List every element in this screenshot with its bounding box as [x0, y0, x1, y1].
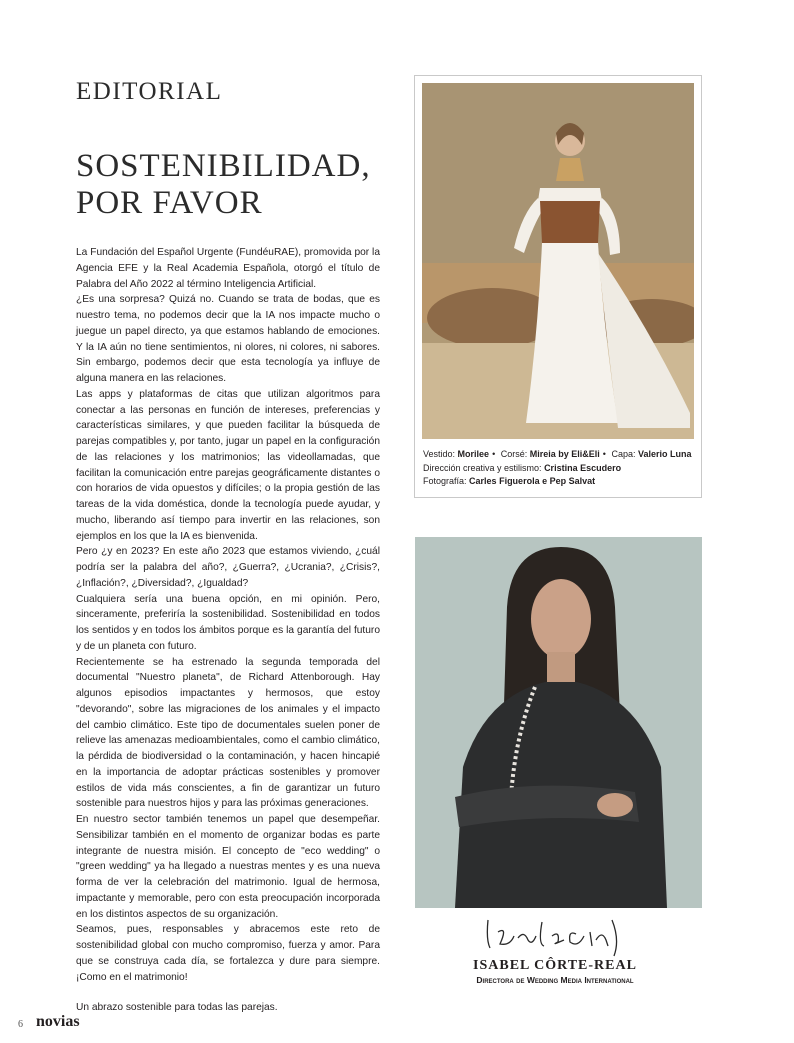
- paragraph: En nuestro sector también tenemos un papel que desempeñar. Sensibilizar también en el momento de organizar bodas es parte integrante de nuestra misión. El concepto de "eco wedding" o "green wedding" ya ha llegado a nuestras mentes y es una nueva forma de ver la celebración del matrimonio. Igual de hermosa, impactante y memorable, pero con esta preocupación incorporada en los distintos aspectos de su organización.: [76, 814, 380, 920]
- headline-line-2: POR FAVOR: [76, 185, 263, 221]
- article-headline: [76, 148, 396, 222]
- author-signature: [480, 910, 630, 960]
- paragraph: Recientemente se ha estrenado la segunda temporada del documental "Nuestro planeta", de Richard Attenborough. Hay algunos episodios impactantes y hermosos, que estoy "devorando", sobre las migraciones de los animales y el impacto del cambio climático. Este tipo de documentales suelen poner de relieve las amenazas medioambientales, como el cambio climático, la pérdida de biodiversidad o la contaminación, y hacen hincapié en la importancia de adoptar prácticas sostenibles y promover estilos de vida más conscientes, a fin de garantizar un futuro sostenible para nuestros hijos y para las próximas generaciones.: [76, 656, 380, 810]
- magazine-brand: novias: [36, 1013, 80, 1030]
- fashion-photo-frame: [414, 75, 702, 498]
- paragraph: ¿Es una sorpresa? Quizá no. Cuando se trata de bodas, que es nuestro tema, no podemos decir que la IA nos impacte mucho o juegue un papel directo, ya que estamos hablando de emociones. Y la IA aún no tiene sentimientos, ni olores, ni colores, ni sabores. Sin embargo, podemos decir que esta tecnología ya influye de alguna manera en las relaciones.: [76, 294, 380, 384]
- bride-illustration: [422, 83, 694, 439]
- article-body: [76, 245, 380, 1016]
- page-number: 6: [18, 1019, 23, 1030]
- author-portrait: [415, 537, 702, 908]
- bride-photo: [422, 83, 694, 439]
- paragraph: Cualquiera sería una buena opción, en mi opinión. Pero, sinceramente, preferiría la sostenibilidad. Sostenibilidad en todos los sentidos y en todos los ámbitos porque es la garantía del futuro y de un planeta con futuro.: [76, 593, 380, 652]
- paragraph: Las apps y plataformas de citas que utilizan algoritmos para conectar a las personas en función de intereses, preferencias y características similares, y que pueden facilitar la búsqueda de parejas compatibles y, por tanto, jugar un papel en la configuración de las relaciones y los matrimonios; las videollamadas, que facilitan la comunicación entre parejas geográficamente distantes o con horarios de vida opuestos y difíciles; o la propia gestión de las tareas de la vida doméstica, donde la tecnología puede ayudar, y mucho, liberando así tiempo para invertir en las relaciones, son ejemplos en los que la IA es bienvenida.: [76, 388, 380, 542]
- photo-credits: [423, 448, 699, 489]
- headline-line-1: SOSTENIBILIDAD,: [76, 148, 371, 184]
- closing-line: Un abrazo sostenible para todas las parejas.: [76, 1002, 278, 1014]
- credit-line-photography: Fotografía: Carles Figuerola e Pep Salvat: [423, 476, 596, 486]
- paragraph: Seamos, pues, responsables y abracemos este reto de sostenibilidad global con mucho compromiso, fuerza y amor. Para que se construya cada día, se fortalezca y dure para siempre. ¡Como en el matrimonio!: [76, 924, 380, 983]
- author-name: ISABEL CÔRTE-REAL: [473, 958, 637, 973]
- author-role: Directora de Wedding Media International: [476, 975, 634, 985]
- portrait-illustration: [415, 537, 702, 908]
- paragraph: Pero ¿y en 2023? En este año 2023 que estamos viviendo, ¿cuál podría ser la palabra del año?, ¿Guerra?, ¿Ucrania?, ¿Crisis?, ¿Inflación?, ¿Diversidad?, ¿Igualdad?: [76, 546, 380, 589]
- paragraph: La Fundación del Español Urgente (FundéuRAE), promovida por la Agencia EFE y la Real Academia Española, otorgó el título de Palabra del Año 2022 al término Inteligencia Artificial.: [76, 247, 380, 290]
- credit-line-direction: Dirección creativa y estilismo: Cristina Escudero: [423, 462, 622, 473]
- section-label: EDITORIAL: [76, 78, 223, 105]
- credit-line-outfit: Vestido: Morilee • Corsé: Mireia by Eli&Eli • Capa: Valerio Luna: [423, 449, 692, 459]
